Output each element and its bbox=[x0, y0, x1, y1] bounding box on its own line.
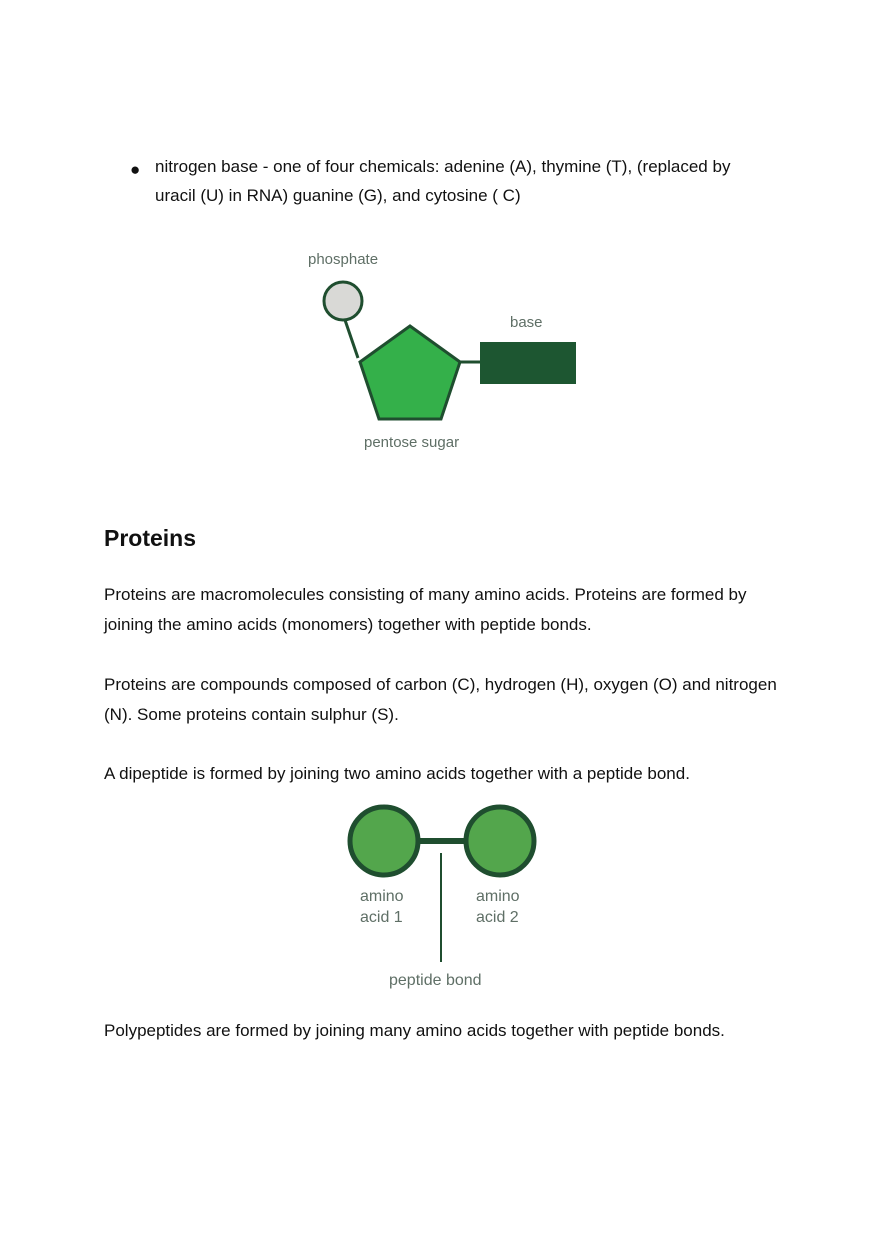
proteins-paragraph-2: Proteins are compounds composed of carbon (C), hydrogen (H), oxygen (O) and nitrogen (N). Some proteins contain sulphur (S). bbox=[104, 675, 777, 724]
peptide-bond-label: peptide bond bbox=[389, 972, 482, 989]
phosphate-sugar-bond bbox=[345, 320, 358, 358]
amino-acid-2-label-line-1: amino bbox=[476, 888, 520, 905]
proteins-paragraph-4: Polypeptides are formed by joining many amino acids together with peptide bonds. bbox=[104, 1021, 725, 1040]
amino-acid-2-circle bbox=[466, 807, 534, 875]
amino-acid-2-label-line-2: acid 2 bbox=[476, 909, 519, 926]
bullet-marker: ● bbox=[130, 160, 141, 179]
proteins-paragraph-1: Proteins are macromolecules consisting of many amino acids. Proteins are formed by joining the amino acids (monomers) together with peptide bonds. bbox=[104, 585, 747, 634]
phosphate-label: phosphate bbox=[308, 251, 379, 268]
amino-acid-1-label-line-1: amino bbox=[360, 888, 404, 905]
nitrogen-base-bullet-text: nitrogen base - one of four chemicals: adenine (A), thymine (T), (replaced by uracil (U) in RNA) guanine (G), and cytosine ( C) bbox=[155, 157, 731, 205]
proteins-paragraph-3: A dipeptide is formed by joining two amino acids together with a peptide bond. bbox=[104, 764, 690, 783]
amino-acid-1-label-line-2: acid 1 bbox=[360, 909, 403, 926]
pentose-sugar-pentagon bbox=[360, 326, 460, 419]
base-rectangle bbox=[480, 342, 576, 384]
proteins-heading: Proteins bbox=[104, 525, 197, 551]
nucleotide-diagram bbox=[290, 240, 600, 465]
amino-acid-1-circle bbox=[350, 807, 418, 875]
pentose-sugar-label: pentose sugar bbox=[364, 434, 460, 451]
dipeptide-diagram bbox=[330, 795, 560, 1000]
phosphate-circle bbox=[324, 282, 362, 320]
base-label: base bbox=[510, 314, 543, 331]
